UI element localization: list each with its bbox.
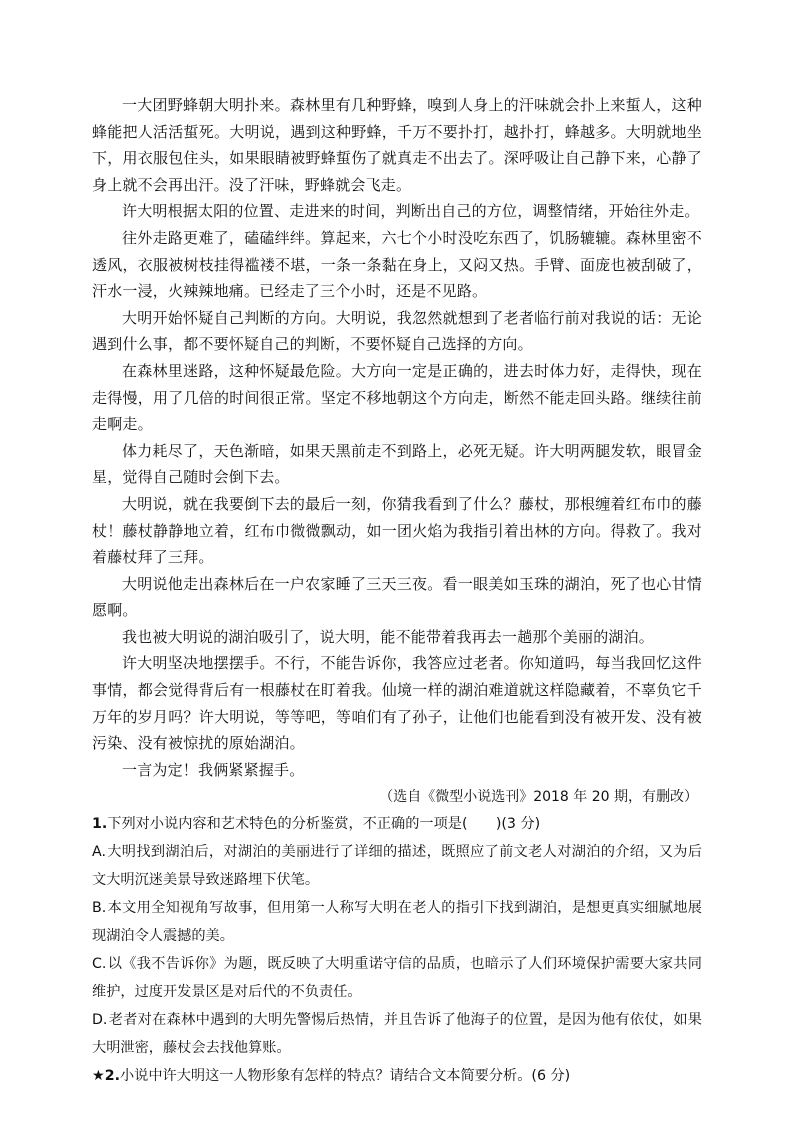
- story-paragraph: 大明开始怀疑自己判断的方向。大明说，我忽然就想到了老者临行前对我说的话：无论遇到什么事，都不要怀疑自己的判断，不要怀疑自己选择的方向。: [92, 308, 702, 354]
- question-stem: [92, 810, 702, 838]
- story-text: [92, 92, 702, 783]
- story-paragraph: 我也被大明说的湖泊吸引了，说大明，能不能带着我再去一趟那个美丽的湖泊。: [122, 627, 655, 646]
- story-paragraph: 大明说他走出森林后在一户农家睡了三天三夜。看一眼美如玉珠的湖泊，死了也心甘情愿啊。: [92, 574, 702, 620]
- document-page: [92, 92, 702, 1090]
- story-paragraph: 一大团野蜂朝大明扑来。森林里有几种野蜂，嗅到人身上的汗味就会扑上来蜇人，这种蜂能把人活活蜇死。大明说，遇到这种野蜂，千万不要扑打，越扑打，蜂越多。大明就地坐下，用衣服包住头，如果眼睛被野蜂蜇伤了就真走不出去了。深呼吸让自己静下来，心静了身上就不会再出汗。没了汗味，野蜂就会飞走。: [92, 96, 702, 194]
- question-1: [92, 810, 702, 1062]
- story-paragraph: 许大明根据太阳的位置、走进来的时间，判断出自己的方位，调整情绪，开始往外走。: [122, 202, 700, 221]
- question-stem: [92, 1062, 702, 1090]
- story-paragraph: 往外走路更难了，磕磕绊绊。算起来，六七个小时没吃东西了，饥肠辘辘。森林里密不透风，衣服被树枝挂得褴褛不堪，一条一条黏在身上，又闷又热。手臂、面庞也被刮破了，汗水一浸，火辣辣地痛。已经走了三个小时，还是不见路。: [92, 228, 702, 301]
- source-citation: （选自《微型小说选刊》2018 年 20 期，有删改）: [379, 789, 698, 806]
- option-text: 以《我不告诉你》为题，既反映了大明重诺守信的品质，也暗示了人们环境保护需要大家共同维护，过度开发景区是对后代的不负责任。: [92, 956, 702, 1001]
- option-a: [92, 838, 702, 894]
- option-b: [92, 894, 702, 950]
- option-letter: C.: [92, 956, 107, 973]
- story-paragraph: 大明说，就在我要倒下去的最后一刻，你猜我看到了什么？藤杖，那根缠着红布巾的藤杖！藤杖静静地立着，红布巾微微飘动，如一团火焰为我指引着出林的方向。得救了。我对着藤杖拜了三拜。: [92, 494, 702, 567]
- option-text: 老者对在森林中遇到的大明先警惕后热情，并且告诉了他海子的位置，是因为他有依仗，如果大明泄密，藤杖会去找他算账。: [92, 1012, 702, 1057]
- story-paragraph: 许大明坚决地摆摆手。不行，不能告诉你，我答应过老者。你知道吗，每当我回忆这件事情，都会觉得背后有一根藤杖在盯着我。仙境一样的湖泊难道就这样隐藏着，不辜负它千万年的岁月吗？许大明说，等等吧，等咱们有了孙子，让他们也能看到没有被开发、没有被污染、没有被惊扰的原始湖泊。: [92, 654, 702, 753]
- option-c: [92, 950, 702, 1006]
- question-text: 下列对小说内容和艺术特色的分析鉴赏，不正确的一项是( )(3 分): [107, 816, 541, 833]
- option-letter: D.: [92, 1012, 108, 1029]
- question-text: 小说中许大明这一人物形象有怎样的特点？请结合文本简要分析。(6 分): [119, 1068, 571, 1085]
- option-d: [92, 1006, 702, 1062]
- story-paragraph: 在森林里迷路，这种怀疑最危险。大方向一定是正确的，进去时体力好，走得快，现在走得慢，用了几倍的时间很正常。坚定不移地朝这个方向走，断然不能走回头路。继续往前走啊走。: [92, 361, 702, 434]
- option-letter: B.: [92, 900, 107, 917]
- option-text: 大明找到湖泊后，对湖泊的美丽进行了详细的描述，既照应了前文老人对湖泊的介绍，又为后文大明沉迷美景导致迷路埋下伏笔。: [92, 844, 702, 889]
- questions-section: [92, 810, 702, 1090]
- option-letter: A.: [92, 844, 106, 861]
- question-number: 1.: [92, 816, 108, 833]
- story-paragraph: 体力耗尽了，天色渐暗，如果天黑前走不到路上，必死无疑。许大明两腿发软，眼冒金星，觉得自己随时会倒下去。: [92, 441, 702, 487]
- question-number: ★2.: [92, 1068, 120, 1085]
- question-2: [92, 1062, 702, 1090]
- story-paragraph: 一言为定！我俩紧紧握手。: [122, 760, 305, 779]
- option-text: 本文用全知视角写故事，但用第一人称写大明在老人的指引下找到湖泊，是想更真实细腻地展现湖泊令人震撼的美。: [92, 900, 702, 945]
